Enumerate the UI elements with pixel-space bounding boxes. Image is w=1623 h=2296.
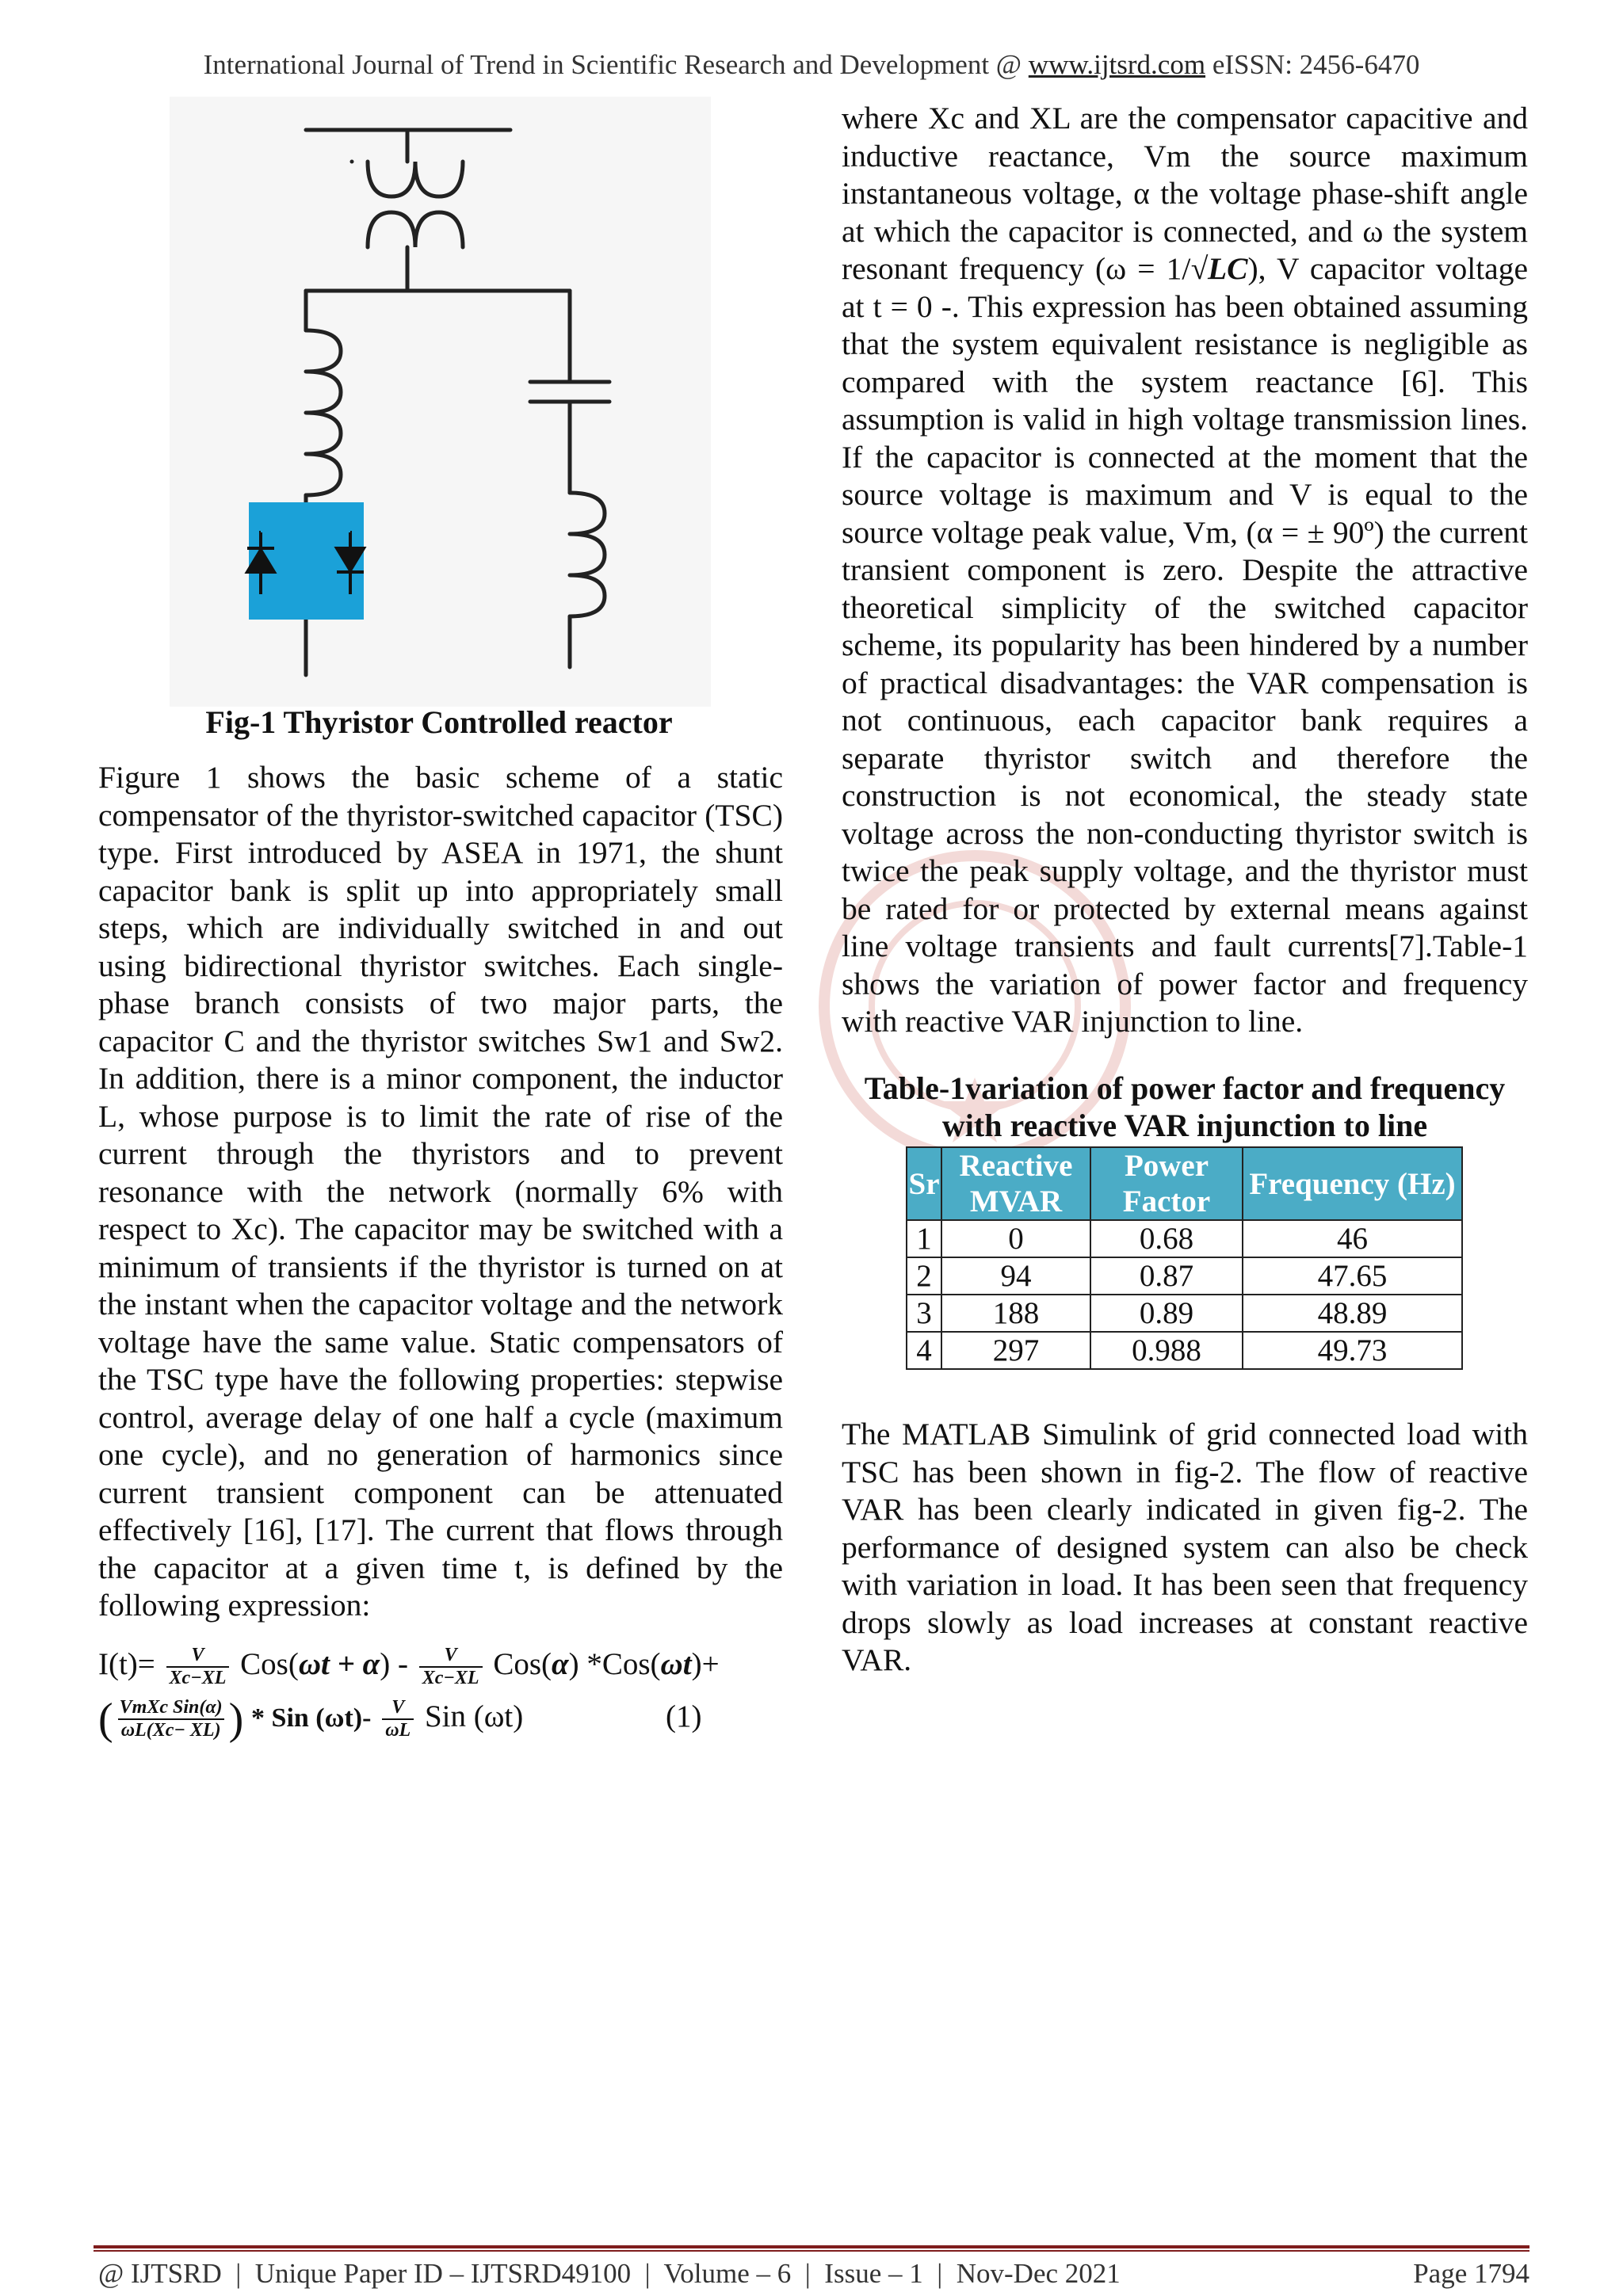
right-p1-part-a: where Xc and XL are the compensator capacitive and inductive reactance, Vm the source maximum instantaneous voltage, α the voltage phase-shift angle at which the capacitor is connected, and ω the system resonant frequency (ω = 1/ xyxy=(842,101,1528,286)
eq-frac3-den: ωL(Xc− XL) xyxy=(118,1718,224,1741)
table-1-caption: Table-1variation of power factor and frequency with reactive VAR injunction to line xyxy=(864,1070,1506,1143)
eq-frac4-num: V xyxy=(391,1697,405,1718)
eq-cos-2-close: ) xyxy=(568,1646,579,1681)
table-row xyxy=(907,1220,1462,1257)
equation-number: (1) xyxy=(665,1699,702,1733)
journal-name: International Journal of Trend in Scientific Research and Development @ xyxy=(203,49,1022,80)
table-1 xyxy=(906,1146,1463,1370)
col-header-frequency: Frequency (Hz) xyxy=(1243,1147,1462,1220)
footer-rule xyxy=(94,2245,1529,2248)
footer-issue: Issue – 1 xyxy=(824,2258,923,2289)
left-column-paragraph: Figure 1 shows the basic scheme of a static compensator of the thyristor-switched capacitor (TSC) type. First introduced by ASEA in 1971, the shunt capacitor bank is split up into appropriately small steps, which are individually switched in and out using bidirectional thyristor switches. Each single-phase branch consists of two major parts, the capacitor C and the thyristor switches Sw1 and Sw2. In addition, there is a minor component, the inductor L, whose purpose is to limit the rate of rise of the current through the thyristors and to prevent resonance with the network (normally 6% with respect to Xc). The capacitor may be switched with a minimum of transients if the thyristor is turned on at the instant when the capacitor voltage and the network voltage have the same value. Static compensators of the TSC type have the following properties: stepwise control, average delay of one half a cycle (maximum one cycle), and no generation of harmonics since current transient component can be attenuated effectively [16], [17]. The current that flows through the capacitor at a given time t, is defined by the following expression: xyxy=(98,760,783,1623)
eq-fraction-2 xyxy=(419,1645,483,1689)
table-row xyxy=(907,1295,1462,1332)
page-number: Page 1794 xyxy=(1413,2258,1529,2289)
eq-frac1-num: V xyxy=(191,1645,204,1665)
cell-mvar: 297 xyxy=(941,1332,1090,1369)
journal-url-link[interactable]: www.ijtsrd.com xyxy=(1028,49,1206,80)
footer-volume: Volume – 6 xyxy=(663,2258,792,2289)
transformer-primary-winding xyxy=(368,162,463,196)
eq-cos-3: *Cos( xyxy=(586,1646,661,1681)
eq-cos-1: Cos( xyxy=(240,1646,299,1681)
cell-sr: 2 xyxy=(907,1257,941,1295)
eq-cos-1-arg: ωt + α xyxy=(298,1646,380,1681)
eq-fraction-1 xyxy=(166,1645,230,1689)
reactor-inductor xyxy=(306,330,341,495)
eq-sin-term: * Sin (ωt)- xyxy=(251,1703,372,1733)
footer-rule-thin xyxy=(94,2250,1529,2252)
table-header-row xyxy=(907,1147,1462,1220)
cell-pf: 0.68 xyxy=(1090,1220,1243,1257)
figure-1-caption: Fig-1 Thyristor Controlled reactor xyxy=(205,704,673,740)
equation-1: I(t)= $\frac{V}{Xc-XL}$ Cos(ωt + α) - $\frac{V}{Xc-XL}$ Cos(α) *Cos(ωt)+ ( $\frac{\text{VmXc Sin(α)}}{\omega L(Xc- XL)}$ ) * Sin (ωt)- $\frac{V}{\omega L}$ Sin (ωt) (1) xyxy=(98,1645,720,1744)
table-row xyxy=(907,1257,1462,1295)
cell-freq: 46 xyxy=(1243,1220,1462,1257)
eq-frac2-den: Xc−XL xyxy=(419,1666,483,1689)
cell-mvar: 188 xyxy=(941,1295,1090,1332)
eq-cos-1-close: ) xyxy=(380,1646,391,1681)
eq-cos-2-arg: α xyxy=(552,1646,569,1681)
running-header xyxy=(0,49,1623,81)
eq-cos-2: Cos( xyxy=(493,1646,552,1681)
eq-fraction-4 xyxy=(382,1697,414,1741)
eq-frac1-den: Xc−XL xyxy=(166,1666,230,1689)
cell-sr: 3 xyxy=(907,1295,941,1332)
eq-fraction-3 xyxy=(116,1697,226,1741)
journal-issn: eISSN: 2456-6470 xyxy=(1212,49,1420,80)
eq-lhs: I(t)= xyxy=(98,1646,155,1681)
col-header-sr: Sr xyxy=(907,1147,941,1220)
cell-pf: 0.988 xyxy=(1090,1332,1243,1369)
cell-pf: 0.89 xyxy=(1090,1295,1243,1332)
col-header-reactive-mvar: Reactive MVAR xyxy=(941,1147,1090,1220)
footer-date: Nov-Dec 2021 xyxy=(956,2258,1121,2289)
cell-sr: 1 xyxy=(907,1220,941,1257)
eq-sin-final: Sin (ωt) xyxy=(424,1699,524,1733)
circuit-diagram xyxy=(170,97,711,707)
eq-frac3-num: VmXc Sin(α) xyxy=(119,1697,223,1718)
right-p1-part-b: ), V capacitor voltage at t = 0 -. This expression has been obtained assuming that the system equivalent resistance is negligible as compared with the system reactance [6]. This assumption is valid in high voltage transmission lines. If the capacitor is connected at the moment that the source voltage is maximum and V is equal to the source voltage peak value, Vm, (α = ± 90º) the current transient component is zero. Despite the attractive theoretical simplicity of the switched capacitor scheme, its popularity has been hindered by a number of practical disadvantages: the VAR compensation is not continuous, each capacitor bank requires a separate thyristor switch and therefore the construction is not economical, the steady state voltage across the non-conducting thyristor switch is twice the peak supply voltage, and the thyristor must be rated for or protected by external means against line voltage transients and fault currents[7].Table-1 shows the variation of power factor and frequency with reactive VAR injunction to line. xyxy=(842,251,1528,1039)
right-column-paragraph-1 xyxy=(842,100,1528,1041)
right-column-paragraph-2: The MATLAB Simulink of grid connected load with TSC has been shown in fig-2. The flow of reactive VAR has been clearly indicated in given fig-2. The performance of designed system can also be check with variation in load. It has been seen that frequency drops slowly as load increases at constant reactive VAR. xyxy=(842,1417,1528,1677)
eq-minus: - xyxy=(397,1646,408,1681)
cell-freq: 49.73 xyxy=(1243,1332,1462,1369)
transformer-secondary-winding xyxy=(368,212,463,247)
footer-org: @ IJTSRD xyxy=(98,2258,222,2289)
cell-mvar: 94 xyxy=(941,1257,1090,1295)
sqrt-lc: √LC xyxy=(1190,251,1248,286)
tsc-inductor xyxy=(570,493,605,616)
cell-pf: 0.87 xyxy=(1090,1257,1243,1295)
cell-freq: 47.65 xyxy=(1243,1257,1462,1295)
footer-paper-id: Unique Paper ID – IJTSRD49100 xyxy=(254,2258,632,2289)
eq-cos-3-close: )+ xyxy=(691,1646,720,1681)
figure-1-thyristor-circuit xyxy=(170,97,711,707)
cell-freq: 48.89 xyxy=(1243,1295,1462,1332)
eq-frac4-den: ωL xyxy=(382,1718,414,1741)
cell-mvar: 0 xyxy=(941,1220,1090,1257)
cell-sr: 4 xyxy=(907,1332,941,1369)
table-row xyxy=(907,1332,1462,1369)
running-footer: @ IJTSRD | Unique Paper ID – IJTSRD49100 | Volume – 6 | Issue – 1 | Nov-Dec 2021 Page 1794 xyxy=(98,2258,1529,2289)
eq-frac2-num: V xyxy=(444,1645,457,1665)
eq-cos-3-arg: ωt xyxy=(660,1646,692,1681)
col-header-power-factor: Power Factor xyxy=(1090,1147,1243,1220)
